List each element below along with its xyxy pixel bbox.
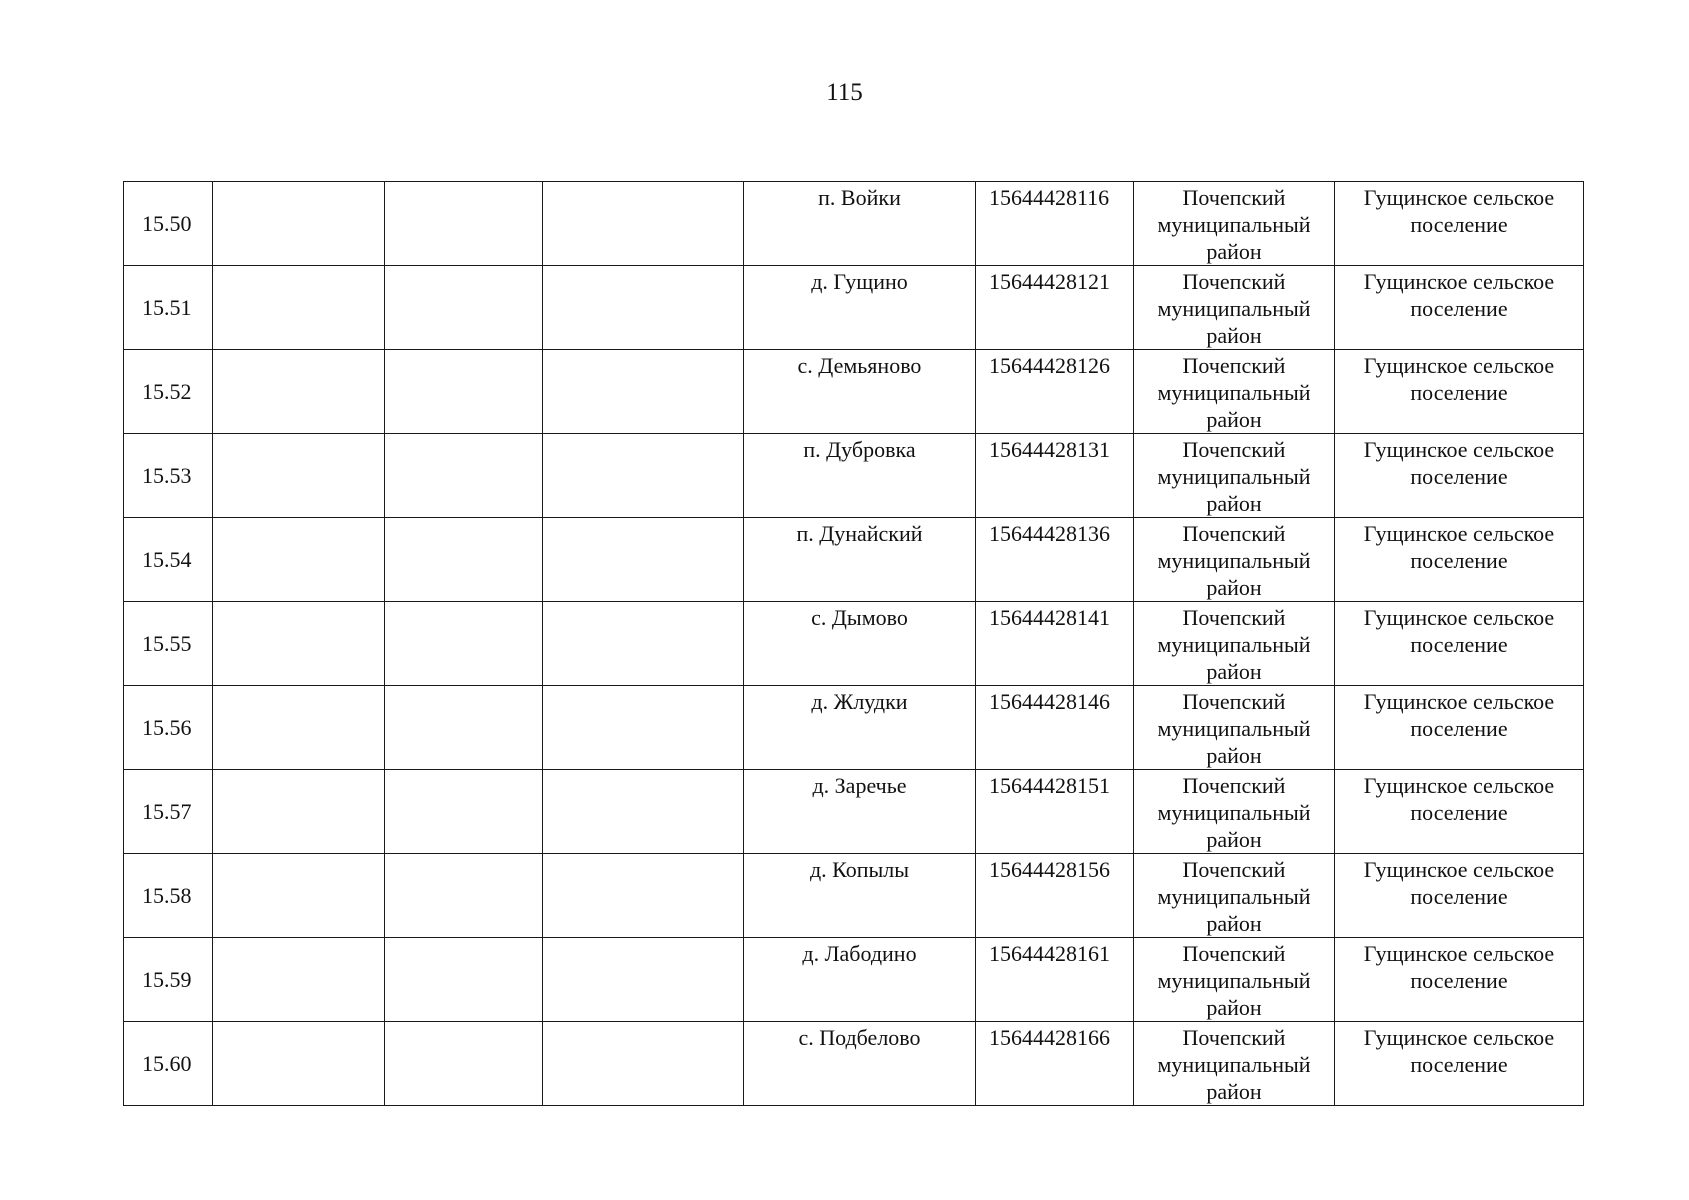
empty-cell: [385, 518, 543, 602]
empty-cell: [213, 434, 385, 518]
empty-cell: [385, 770, 543, 854]
oktmo-code-cell: 15644428131: [976, 434, 1134, 518]
table-row: [124, 938, 1584, 1022]
oktmo-code-cell: 15644428116: [976, 182, 1134, 266]
oktmo-code-cell: 15644428151: [976, 770, 1134, 854]
locality-cell: с. Подбелово: [744, 1022, 976, 1106]
locality-cell: п. Дунайский: [744, 518, 976, 602]
empty-cell: [543, 518, 744, 602]
oktmo-code-cell: 15644428136: [976, 518, 1134, 602]
district-cell: Почепский муниципальный район: [1134, 854, 1335, 938]
empty-cell: [543, 770, 744, 854]
empty-cell: [213, 938, 385, 1022]
table-row: [124, 518, 1584, 602]
row-number-cell: 15.50: [124, 182, 213, 266]
row-number-cell: 15.52: [124, 350, 213, 434]
empty-cell: [213, 770, 385, 854]
empty-cell: [385, 350, 543, 434]
empty-cell: [385, 182, 543, 266]
empty-cell: [543, 938, 744, 1022]
table-row: [124, 602, 1584, 686]
settlement-cell: Гущинское сельское поселение: [1335, 854, 1584, 938]
oktmo-code-cell: 15644428126: [976, 350, 1134, 434]
settlement-cell: Гущинское сельское поселение: [1335, 434, 1584, 518]
empty-cell: [543, 1022, 744, 1106]
locality-cell: п. Войки: [744, 182, 976, 266]
empty-cell: [543, 602, 744, 686]
table-row: [124, 182, 1584, 266]
district-cell: Почепский муниципальный район: [1134, 266, 1335, 350]
table-row: [124, 854, 1584, 938]
table-row: [124, 686, 1584, 770]
settlement-cell: Гущинское сельское поселение: [1335, 1022, 1584, 1106]
empty-cell: [385, 266, 543, 350]
settlement-cell: Гущинское сельское поселение: [1335, 182, 1584, 266]
oktmo-code-cell: 15644428141: [976, 602, 1134, 686]
row-number-cell: 15.57: [124, 770, 213, 854]
settlement-cell: Гущинское сельское поселение: [1335, 518, 1584, 602]
settlement-cell: Гущинское сельское поселение: [1335, 686, 1584, 770]
table-row: [124, 266, 1584, 350]
settlement-cell: Гущинское сельское поселение: [1335, 770, 1584, 854]
empty-cell: [385, 1022, 543, 1106]
settlement-cell: Гущинское сельское поселение: [1335, 938, 1584, 1022]
empty-cell: [213, 686, 385, 770]
empty-cell: [213, 518, 385, 602]
locality-cell: д. Копылы: [744, 854, 976, 938]
district-cell: Почепский муниципальный район: [1134, 434, 1335, 518]
district-cell: Почепский муниципальный район: [1134, 770, 1335, 854]
row-number-cell: 15.55: [124, 602, 213, 686]
oktmo-code-cell: 15644428156: [976, 854, 1134, 938]
district-cell: Почепский муниципальный район: [1134, 350, 1335, 434]
settlement-cell: Гущинское сельское поселение: [1335, 350, 1584, 434]
row-number-cell: 15.58: [124, 854, 213, 938]
empty-cell: [213, 266, 385, 350]
row-number-cell: 15.59: [124, 938, 213, 1022]
empty-cell: [385, 686, 543, 770]
district-cell: Почепский муниципальный район: [1134, 602, 1335, 686]
empty-cell: [213, 602, 385, 686]
row-number-cell: 15.51: [124, 266, 213, 350]
district-cell: Почепский муниципальный район: [1134, 182, 1335, 266]
empty-cell: [385, 602, 543, 686]
empty-cell: [543, 686, 744, 770]
empty-cell: [543, 182, 744, 266]
locality-cell: д. Жлудки: [744, 686, 976, 770]
settlement-cell: Гущинское сельское поселение: [1335, 602, 1584, 686]
empty-cell: [543, 434, 744, 518]
empty-cell: [385, 854, 543, 938]
table-row: [124, 350, 1584, 434]
empty-cell: [543, 266, 744, 350]
district-cell: Почепский муниципальный район: [1134, 938, 1335, 1022]
district-cell: Почепский муниципальный район: [1134, 1022, 1335, 1106]
registry-body: [124, 182, 1584, 1106]
district-cell: Почепский муниципальный район: [1134, 686, 1335, 770]
empty-cell: [213, 350, 385, 434]
page-number: 115: [826, 79, 863, 106]
locality-cell: с. Дымово: [744, 602, 976, 686]
empty-cell: [543, 854, 744, 938]
table-row: [124, 770, 1584, 854]
empty-cell: [543, 350, 744, 434]
locality-cell: д. Заречье: [744, 770, 976, 854]
table-row: [124, 1022, 1584, 1106]
oktmo-code-cell: 15644428161: [976, 938, 1134, 1022]
row-number-cell: 15.53: [124, 434, 213, 518]
row-number-cell: 15.54: [124, 518, 213, 602]
locality-cell: п. Дубровка: [744, 434, 976, 518]
empty-cell: [213, 854, 385, 938]
empty-cell: [213, 182, 385, 266]
empty-cell: [385, 434, 543, 518]
locality-cell: с. Демьяново: [744, 350, 976, 434]
registry-table: [123, 181, 1584, 1106]
table-row: [124, 434, 1584, 518]
row-number-cell: 15.60: [124, 1022, 213, 1106]
locality-cell: д. Лабодино: [744, 938, 976, 1022]
empty-cell: [213, 1022, 385, 1106]
settlement-cell: Гущинское сельское поселение: [1335, 266, 1584, 350]
district-cell: Почепский муниципальный район: [1134, 518, 1335, 602]
oktmo-code-cell: 15644428146: [976, 686, 1134, 770]
oktmo-code-cell: 15644428121: [976, 266, 1134, 350]
empty-cell: [385, 938, 543, 1022]
locality-cell: д. Гущино: [744, 266, 976, 350]
oktmo-code-cell: 15644428166: [976, 1022, 1134, 1106]
row-number-cell: 15.56: [124, 686, 213, 770]
